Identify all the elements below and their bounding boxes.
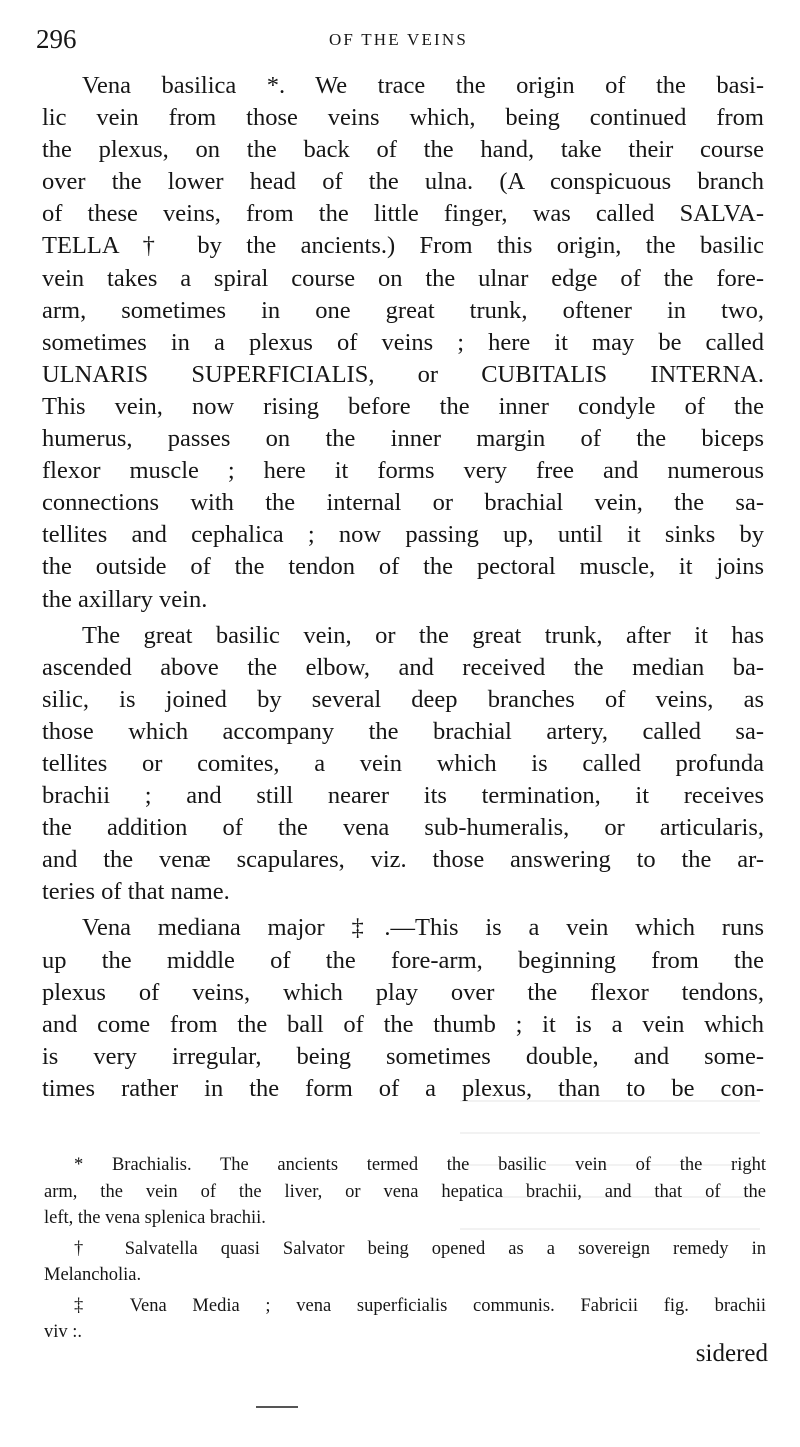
running-head: OF THE VEINS — [328, 30, 469, 49]
text-line: vein takes a spiral course on the ulnar edge of the fore- — [42, 264, 764, 292]
text-line: Vena mediana major ‡.—This is a vein which runs — [82, 914, 764, 942]
show-through-smudge — [460, 1100, 760, 1240]
text-line: arm, sometimes in one great trunk, oftener in two, — [42, 296, 764, 324]
text-line: silic, is joined by several deep branches of veins, as — [42, 685, 764, 713]
text-line: brachii ; and still nearer its termination, it receives — [42, 782, 764, 810]
footnote-line: * Brachialis. The ancients termed the basilic vein of the right — [74, 1155, 766, 1175]
catchword: sidered — [695, 1340, 768, 1367]
text-line: This vein, now rising before the inner condyle of the — [42, 392, 764, 420]
text-line: the axillary vein. — [42, 585, 208, 613]
text-line: the addition of the vena sub-humeralis, or articularis, — [42, 814, 764, 842]
text-line: The great basilic vein, or the great trunk, after it has — [82, 621, 764, 649]
text-line: times rather in the form of a plexus, than to be con- — [42, 1074, 764, 1102]
footnote-line: arm, the vein of the liver, or vena hepatica brachii, and that of the — [44, 1181, 766, 1202]
text-line: ascended above the elbow, and received the median ba- — [42, 653, 764, 681]
text-line: connections with the internal or brachial vein, the sa- — [42, 489, 764, 517]
text-line: ULNARIS SUPERFICIALIS, or CUBITALIS INTERNA. — [42, 360, 764, 388]
text-line: plexus of veins, which play over the flexor tendons, — [42, 978, 764, 1006]
text-line: the plexus, on the back of the hand, take their course — [42, 136, 764, 164]
text-line: sometimes in a plexus of veins ; here it may be called — [42, 328, 764, 356]
text-line: is very irregular, being sometimes double, and some- — [42, 1042, 764, 1070]
text-line: tellites and cephalica ; now passing up, until it sinks by — [42, 521, 764, 549]
footnote-line: ‡ Vena Media ; vena superficialis communis. Fabricii fig. brachii — [74, 1295, 766, 1316]
body-text — [42, 70, 764, 1105]
text-line: and come from the ball of the thumb ; it is a vein which — [42, 1010, 764, 1038]
text-line: up the middle of the fore-arm, beginning from the — [42, 946, 764, 974]
text-line: those which accompany the brachial artery, called sa- — [42, 717, 764, 745]
text-line: the outside of the tendon of the pectoral muscle, it joins — [42, 553, 764, 581]
text-line: tellites or comites, a vein which is called profunda — [42, 749, 764, 777]
footnote-line: † Salvatella quasi Salvator being opened as a sovereign remedy in — [74, 1238, 766, 1259]
ornament-rule — [256, 1406, 298, 1408]
text-line: of these veins, from the little finger, was called SALVA- — [42, 200, 764, 228]
footnote-line: viv :. — [44, 1322, 83, 1342]
page-header — [36, 24, 761, 58]
text-line: over the lower head of the ulna. (A conspicuous branch — [42, 168, 764, 196]
text-line: TELLA † by the ancients.) From this origin, the basilic — [42, 232, 764, 260]
footnote-line: left, the vena splenica brachii. — [44, 1208, 266, 1228]
text-line: flexor muscle ; here it forms very free and numerous — [42, 457, 764, 485]
page-number: 296 — [36, 24, 77, 54]
text-line: teries of that name. — [42, 878, 230, 906]
text-line: and the venæ scapulares, viz. those answering to the ar- — [42, 846, 764, 874]
footnote-line: Melancholia. — [44, 1265, 142, 1285]
text-line: Vena basilica *. We trace the origin of the basi- — [82, 72, 764, 99]
text-line: humerus, passes on the inner margin of the biceps — [42, 425, 764, 453]
text-line: lic vein from those veins which, being continued from — [42, 104, 764, 132]
